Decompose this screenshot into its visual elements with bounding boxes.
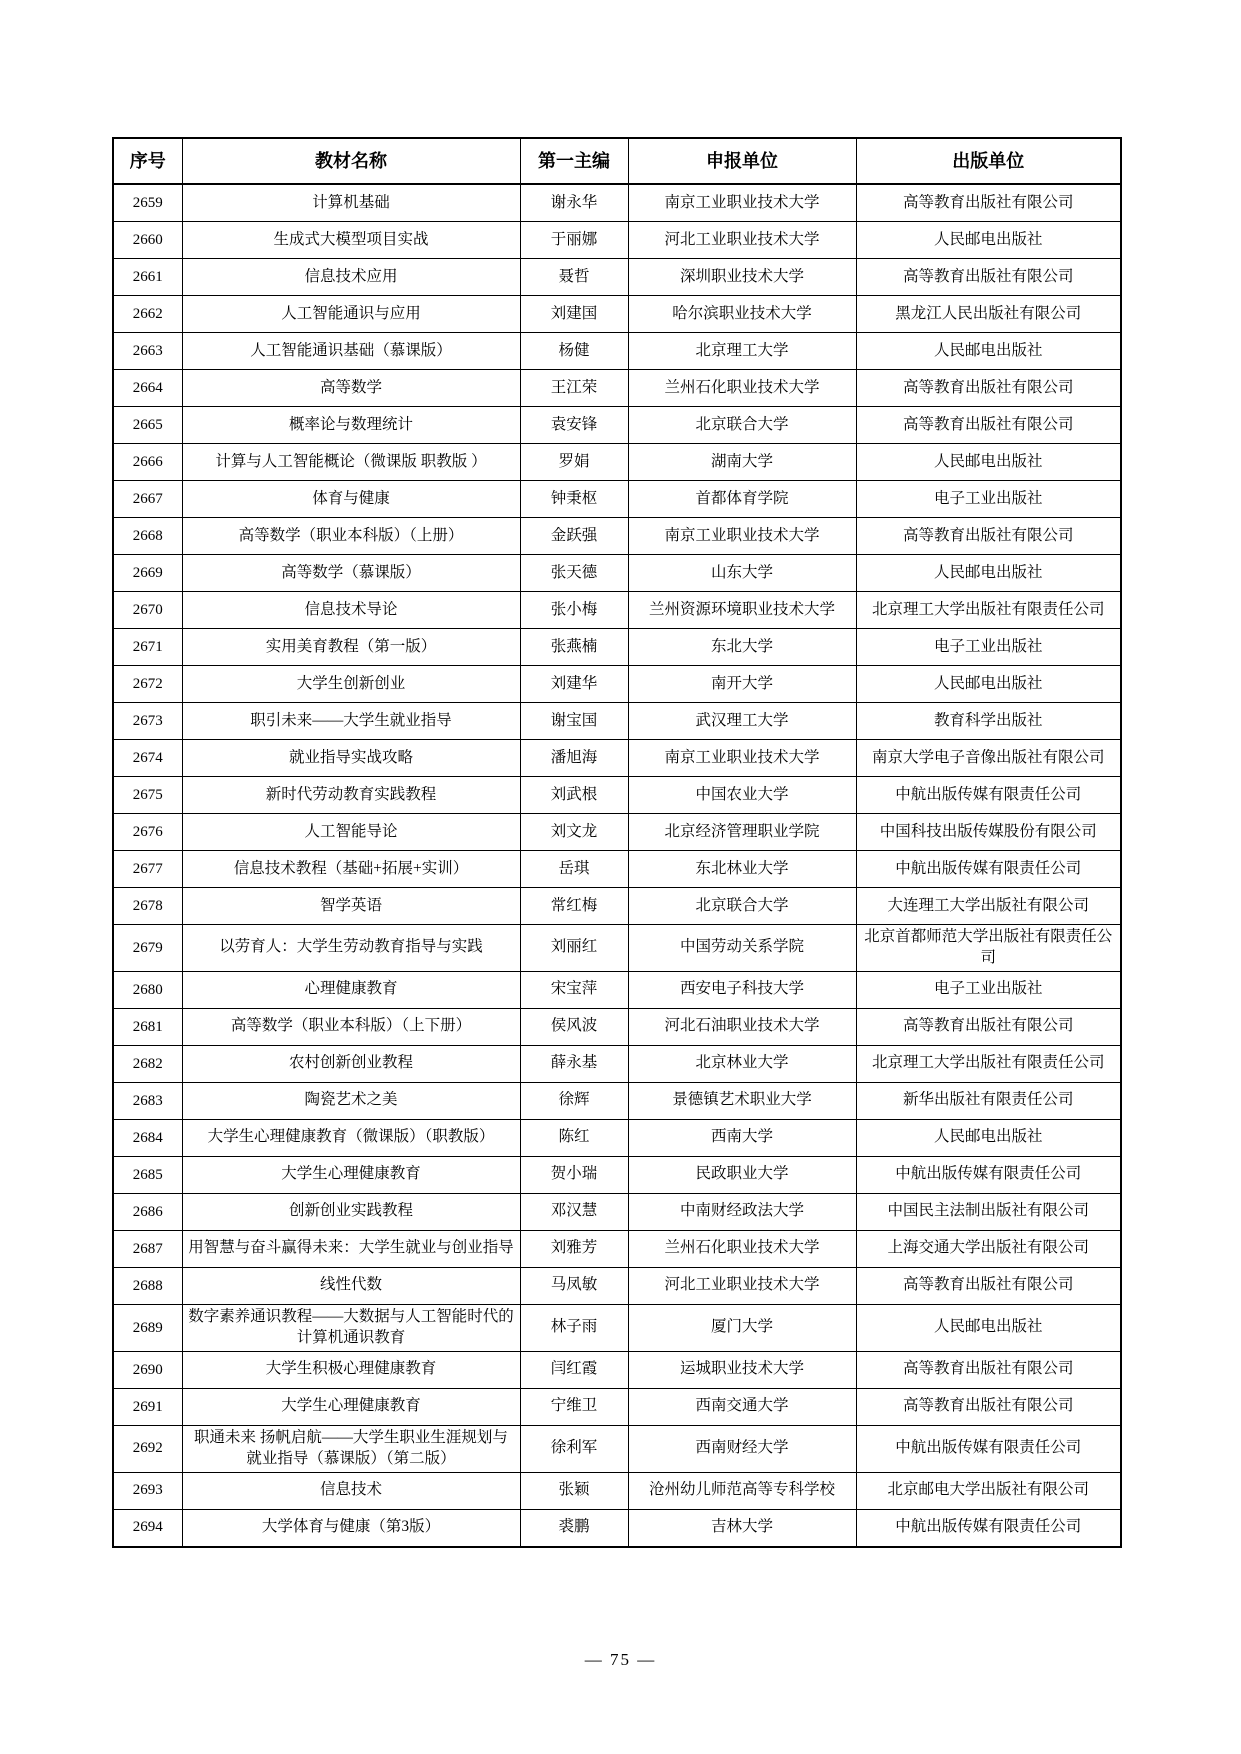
header-serial: 序号 [113,138,182,184]
editor-cell: 刘文龙 [520,814,628,851]
title-cell: 线性代数 [182,1267,520,1304]
editor-cell: 谢永华 [520,184,628,222]
table-row [113,1045,1121,1082]
publisher-cell: 人民邮电出版社 [856,555,1121,592]
editor-cell: 林子雨 [520,1304,628,1351]
editor-cell: 杨健 [520,333,628,370]
title-cell: 信息技术应用 [182,259,520,296]
applicant-cell: 武汉理工大学 [628,703,856,740]
serial-cell: 2671 [113,629,182,666]
table-body [113,184,1121,1547]
serial-cell: 2667 [113,481,182,518]
table-row [113,259,1121,296]
title-cell: 计算与人工智能概论（微课版 职教版 ） [182,444,520,481]
applicant-cell: 吉林大学 [628,1509,856,1547]
editor-cell: 金跃强 [520,518,628,555]
table-row [113,184,1121,222]
applicant-cell: 厦门大学 [628,1304,856,1351]
serial-cell: 2690 [113,1351,182,1388]
serial-cell: 2677 [113,851,182,888]
applicant-cell: 西南财经大学 [628,1425,856,1472]
applicant-cell: 兰州资源环境职业技术大学 [628,592,856,629]
applicant-cell: 兰州石化职业技术大学 [628,1230,856,1267]
editor-cell: 宋宝萍 [520,971,628,1008]
serial-cell: 2694 [113,1509,182,1547]
editor-cell: 潘旭海 [520,740,628,777]
applicant-cell: 东北林业大学 [628,851,856,888]
table-row [113,629,1121,666]
title-cell: 就业指导实战攻略 [182,740,520,777]
title-cell: 数字素养通识教程——大数据与人工智能时代的计算机通识教育 [182,1304,520,1351]
title-cell: 概率论与数理统计 [182,407,520,444]
title-cell: 信息技术 [182,1472,520,1509]
publisher-cell: 人民邮电出版社 [856,333,1121,370]
serial-cell: 2680 [113,971,182,1008]
table-row [113,851,1121,888]
editor-cell: 裘鹏 [520,1509,628,1547]
editor-cell: 张天德 [520,555,628,592]
publisher-cell: 中国科技出版传媒股份有限公司 [856,814,1121,851]
title-cell: 大学生心理健康教育（微课版）（职教版） [182,1119,520,1156]
editor-cell: 刘建华 [520,666,628,703]
editor-cell: 徐利军 [520,1425,628,1472]
publisher-cell: 北京理工大学出版社有限责任公司 [856,1045,1121,1082]
title-cell: 生成式大模型项目实战 [182,222,520,259]
publisher-cell: 中国民主法制出版社有限公司 [856,1193,1121,1230]
serial-cell: 2666 [113,444,182,481]
table-row [113,222,1121,259]
editor-cell: 刘建国 [520,296,628,333]
table-row [113,925,1121,972]
header-editor: 第一主编 [520,138,628,184]
serial-cell: 2692 [113,1425,182,1472]
editor-cell: 贺小瑞 [520,1156,628,1193]
title-cell: 人工智能导论 [182,814,520,851]
editor-cell: 邓汉慧 [520,1193,628,1230]
editor-cell: 薛永基 [520,1045,628,1082]
applicant-cell: 民政职业大学 [628,1156,856,1193]
editor-cell: 闫红霞 [520,1351,628,1388]
title-cell: 以劳育人：大学生劳动教育指导与实践 [182,925,520,972]
serial-cell: 2675 [113,777,182,814]
publisher-cell: 北京理工大学出版社有限责任公司 [856,592,1121,629]
publisher-cell: 高等教育出版社有限公司 [856,1351,1121,1388]
title-cell: 心理健康教育 [182,971,520,1008]
publisher-cell: 中航出版传媒有限责任公司 [856,777,1121,814]
applicant-cell: 中国农业大学 [628,777,856,814]
table-row [113,740,1121,777]
table-row [113,777,1121,814]
table-row [113,1472,1121,1509]
publisher-cell: 南京大学电子音像出版社有限公司 [856,740,1121,777]
title-cell: 计算机基础 [182,184,520,222]
editor-cell: 张小梅 [520,592,628,629]
title-cell: 高等数学 [182,370,520,407]
table-row [113,666,1121,703]
applicant-cell: 北京经济管理职业学院 [628,814,856,851]
editor-cell: 陈红 [520,1119,628,1156]
editor-cell: 宁维卫 [520,1388,628,1425]
applicant-cell: 南京工业职业技术大学 [628,740,856,777]
serial-cell: 2663 [113,333,182,370]
table-row [113,703,1121,740]
title-cell: 信息技术教程（基础+拓展+实训） [182,851,520,888]
applicant-cell: 北京联合大学 [628,407,856,444]
publisher-cell: 北京首都师范大学出版社有限责任公司 [856,925,1121,972]
title-cell: 农村创新创业教程 [182,1045,520,1082]
editor-cell: 王江荣 [520,370,628,407]
applicant-cell: 景德镇艺术职业大学 [628,1082,856,1119]
table-row [113,888,1121,925]
table-row [113,1230,1121,1267]
table-row [113,370,1121,407]
table-row [113,1304,1121,1351]
serial-cell: 2662 [113,296,182,333]
applicant-cell: 北京理工大学 [628,333,856,370]
publisher-cell: 人民邮电出版社 [856,666,1121,703]
serial-cell: 2664 [113,370,182,407]
applicant-cell: 南京工业职业技术大学 [628,184,856,222]
applicant-cell: 南京工业职业技术大学 [628,518,856,555]
applicant-cell: 运城职业技术大学 [628,1351,856,1388]
publisher-cell: 人民邮电出版社 [856,222,1121,259]
title-cell: 信息技术导论 [182,592,520,629]
table-row [113,333,1121,370]
editor-cell: 侯风波 [520,1008,628,1045]
serial-cell: 2665 [113,407,182,444]
publisher-cell: 高等教育出版社有限公司 [856,259,1121,296]
table-row [113,555,1121,592]
serial-cell: 2659 [113,184,182,222]
editor-cell: 于丽娜 [520,222,628,259]
applicant-cell: 西南大学 [628,1119,856,1156]
title-cell: 人工智能通识基础（慕课版） [182,333,520,370]
title-cell: 高等数学（职业本科版）（上册） [182,518,520,555]
title-cell: 大学生积极心理健康教育 [182,1351,520,1388]
applicant-cell: 北京林业大学 [628,1045,856,1082]
publisher-cell: 高等教育出版社有限公司 [856,370,1121,407]
applicant-cell: 沧州幼儿师范高等专科学校 [628,1472,856,1509]
publisher-cell: 高等教育出版社有限公司 [856,1388,1121,1425]
table-row [113,481,1121,518]
serial-cell: 2668 [113,518,182,555]
title-cell: 大学生创新创业 [182,666,520,703]
applicant-cell: 东北大学 [628,629,856,666]
publisher-cell: 高等教育出版社有限公司 [856,1008,1121,1045]
title-cell: 用智慧与奋斗赢得未来：大学生就业与创业指导 [182,1230,520,1267]
serial-cell: 2686 [113,1193,182,1230]
serial-cell: 2682 [113,1045,182,1082]
applicant-cell: 河北石油职业技术大学 [628,1008,856,1045]
table-row [113,592,1121,629]
serial-cell: 2678 [113,888,182,925]
publisher-cell: 教育科学出版社 [856,703,1121,740]
applicant-cell: 哈尔滨职业技术大学 [628,296,856,333]
editor-cell: 罗娟 [520,444,628,481]
publisher-cell: 电子工业出版社 [856,629,1121,666]
publisher-cell: 新华出版社有限责任公司 [856,1082,1121,1119]
serial-cell: 2660 [113,222,182,259]
publisher-cell: 中航出版传媒有限责任公司 [856,1509,1121,1547]
applicant-cell: 北京联合大学 [628,888,856,925]
editor-cell: 钟秉枢 [520,481,628,518]
applicant-cell: 河北工业职业技术大学 [628,222,856,259]
table-row [113,1509,1121,1547]
publisher-cell: 中航出版传媒有限责任公司 [856,1156,1121,1193]
applicant-cell: 深圳职业技术大学 [628,259,856,296]
serial-cell: 2687 [113,1230,182,1267]
editor-cell: 徐辉 [520,1082,628,1119]
table-row [113,1388,1121,1425]
table-row [113,518,1121,555]
editor-cell: 张燕楠 [520,629,628,666]
header-publisher: 出版单位 [856,138,1121,184]
serial-cell: 2661 [113,259,182,296]
editor-cell: 刘丽红 [520,925,628,972]
table-row [113,1351,1121,1388]
editor-cell: 马凤敏 [520,1267,628,1304]
table-row [113,296,1121,333]
applicant-cell: 西安电子科技大学 [628,971,856,1008]
editor-cell: 聂哲 [520,259,628,296]
applicant-cell: 兰州石化职业技术大学 [628,370,856,407]
table-row [113,1119,1121,1156]
applicant-cell: 山东大学 [628,555,856,592]
serial-cell: 2679 [113,925,182,972]
editor-cell: 常红梅 [520,888,628,925]
serial-cell: 2669 [113,555,182,592]
table-row [113,1156,1121,1193]
title-cell: 高等数学（慕课版） [182,555,520,592]
publisher-cell: 高等教育出版社有限公司 [856,407,1121,444]
applicant-cell: 中国劳动关系学院 [628,925,856,972]
publisher-cell: 高等教育出版社有限公司 [856,518,1121,555]
editor-cell: 刘雅芳 [520,1230,628,1267]
title-cell: 智学英语 [182,888,520,925]
table-row [113,1267,1121,1304]
title-cell: 大学体育与健康（第3版） [182,1509,520,1547]
title-cell: 新时代劳动教育实践教程 [182,777,520,814]
table-row [113,1193,1121,1230]
title-cell: 实用美育教程（第一版） [182,629,520,666]
serial-cell: 2693 [113,1472,182,1509]
editor-cell: 岳琪 [520,851,628,888]
title-cell: 职引未来——大学生就业指导 [182,703,520,740]
title-cell: 大学生心理健康教育 [182,1156,520,1193]
editor-cell: 袁安锋 [520,407,628,444]
table-row [113,1008,1121,1045]
serial-cell: 2673 [113,703,182,740]
title-cell: 陶瓷艺术之美 [182,1082,520,1119]
publisher-cell: 中航出版传媒有限责任公司 [856,851,1121,888]
publisher-cell: 高等教育出版社有限公司 [856,1267,1121,1304]
table-row [113,814,1121,851]
title-cell: 高等数学（职业本科版）（上下册） [182,1008,520,1045]
serial-cell: 2683 [113,1082,182,1119]
textbook-table [112,137,1122,1548]
publisher-cell: 电子工业出版社 [856,481,1121,518]
serial-cell: 2691 [113,1388,182,1425]
table-row [113,1082,1121,1119]
serial-cell: 2684 [113,1119,182,1156]
header-title: 教材名称 [182,138,520,184]
editor-cell: 张颖 [520,1472,628,1509]
publisher-cell: 北京邮电大学出版社有限公司 [856,1472,1121,1509]
publisher-cell: 高等教育出版社有限公司 [856,184,1121,222]
table-row [113,971,1121,1008]
publisher-cell: 人民邮电出版社 [856,1119,1121,1156]
serial-cell: 2689 [113,1304,182,1351]
applicant-cell: 湖南大学 [628,444,856,481]
serial-cell: 2676 [113,814,182,851]
header-applicant: 申报单位 [628,138,856,184]
serial-cell: 2674 [113,740,182,777]
publisher-cell: 黑龙江人民出版社有限公司 [856,296,1121,333]
table-row [113,407,1121,444]
publisher-cell: 电子工业出版社 [856,971,1121,1008]
serial-cell: 2685 [113,1156,182,1193]
publisher-cell: 人民邮电出版社 [856,444,1121,481]
applicant-cell: 首都体育学院 [628,481,856,518]
serial-cell: 2670 [113,592,182,629]
applicant-cell: 中南财经政法大学 [628,1193,856,1230]
editor-cell: 谢宝国 [520,703,628,740]
serial-cell: 2681 [113,1008,182,1045]
applicant-cell: 南开大学 [628,666,856,703]
serial-cell: 2688 [113,1267,182,1304]
publisher-cell: 中航出版传媒有限责任公司 [856,1425,1121,1472]
title-cell: 职通未来 扬帆启航——大学生职业生涯规划与就业指导（慕课版）（第二版） [182,1425,520,1472]
applicant-cell: 河北工业职业技术大学 [628,1267,856,1304]
table-header-row [113,138,1121,184]
page-number: — 75 — [584,1650,657,1669]
editor-cell: 刘武根 [520,777,628,814]
publisher-cell: 大连理工大学出版社有限公司 [856,888,1121,925]
serial-cell: 2672 [113,666,182,703]
publisher-cell: 上海交通大学出版社有限公司 [856,1230,1121,1267]
title-cell: 大学生心理健康教育 [182,1388,520,1425]
title-cell: 人工智能通识与应用 [182,296,520,333]
applicant-cell: 西南交通大学 [628,1388,856,1425]
table-row [113,1425,1121,1472]
table-row [113,444,1121,481]
title-cell: 体育与健康 [182,481,520,518]
publisher-cell: 人民邮电出版社 [856,1304,1121,1351]
title-cell: 创新创业实践教程 [182,1193,520,1230]
